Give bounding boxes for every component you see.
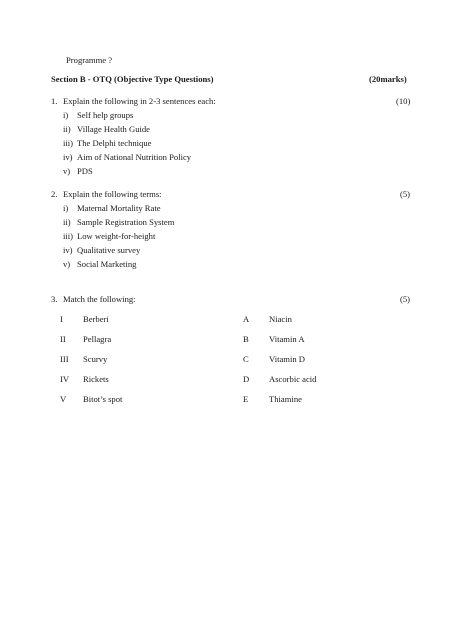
q2-marks: (5) <box>400 189 411 199</box>
match-right-text: Vitamin A <box>269 334 305 344</box>
match-right-text: Niacin <box>269 314 292 324</box>
q2-item-num: iii) <box>63 231 74 241</box>
q1-number: 1. <box>51 96 58 106</box>
q1-item-text: Village Health Guide <box>77 124 150 134</box>
match-right-text: Ascorbic acid <box>269 374 317 384</box>
match-right-letter: E <box>243 394 249 404</box>
q3-text: Match the following: <box>63 294 136 304</box>
match-left-num: III <box>60 354 69 364</box>
q2-item-text: Low weight-for-height <box>77 231 156 241</box>
section-marks: (20marks) <box>369 74 407 84</box>
match-left-num: II <box>60 334 66 344</box>
match-left-num: I <box>60 314 63 324</box>
q2-text: Explain the following terms: <box>63 189 162 199</box>
q3-marks: (5) <box>400 294 411 304</box>
match-left-text: Berberi <box>83 314 109 324</box>
q1-item-num: ii) <box>63 124 71 134</box>
q2-item-text: Qualitative survey <box>77 245 141 255</box>
match-right-text: Vitamin D <box>269 354 306 364</box>
q2-item-num: ii) <box>63 217 71 227</box>
q2-item-text: Maternal Mortality Rate <box>77 203 161 213</box>
q2-item-num: i) <box>63 203 69 213</box>
match-left-num: V <box>60 394 67 404</box>
q1-item-num: iv) <box>63 152 73 162</box>
match-left-text: Pellagra <box>83 334 112 344</box>
q1-item-num: i) <box>63 110 69 120</box>
q2-item-num: iv) <box>63 245 73 255</box>
q2-item-text: Sample Registration System <box>77 217 175 227</box>
match-right-letter: B <box>243 334 249 344</box>
q2-number: 2. <box>51 189 58 199</box>
q2-item-num: v) <box>63 259 71 269</box>
match-left-num: IV <box>60 374 70 384</box>
match-right-letter: A <box>243 314 250 324</box>
section-title: Section B - OTQ (Objective Type Questions) <box>51 74 214 84</box>
q1-item-num: iii) <box>63 138 74 148</box>
match-left-text: Bitot’s spot <box>83 394 123 404</box>
q1-marks: (10) <box>396 96 411 106</box>
q3-number: 3. <box>51 294 58 304</box>
match-right-letter: D <box>243 374 250 384</box>
match-right-text: Thiamine <box>269 394 302 404</box>
q1-item-text: Aim of National Nutrition Policy <box>77 152 192 162</box>
q1-item-num: v) <box>63 166 71 176</box>
q1-item-text: The Delphi technique <box>77 138 152 148</box>
match-right-letter: C <box>243 354 249 364</box>
programme-label: Programme ? <box>66 55 113 65</box>
match-left-text: Scurvy <box>83 354 108 364</box>
q2-item-text: Social Marketing <box>77 259 137 269</box>
q1-text: Explain the following in 2-3 sentences each: <box>63 96 216 106</box>
match-left-text: Rickets <box>83 374 109 384</box>
q1-item-text: Self help groups <box>77 110 134 120</box>
q1-item-text: PDS <box>77 166 93 176</box>
